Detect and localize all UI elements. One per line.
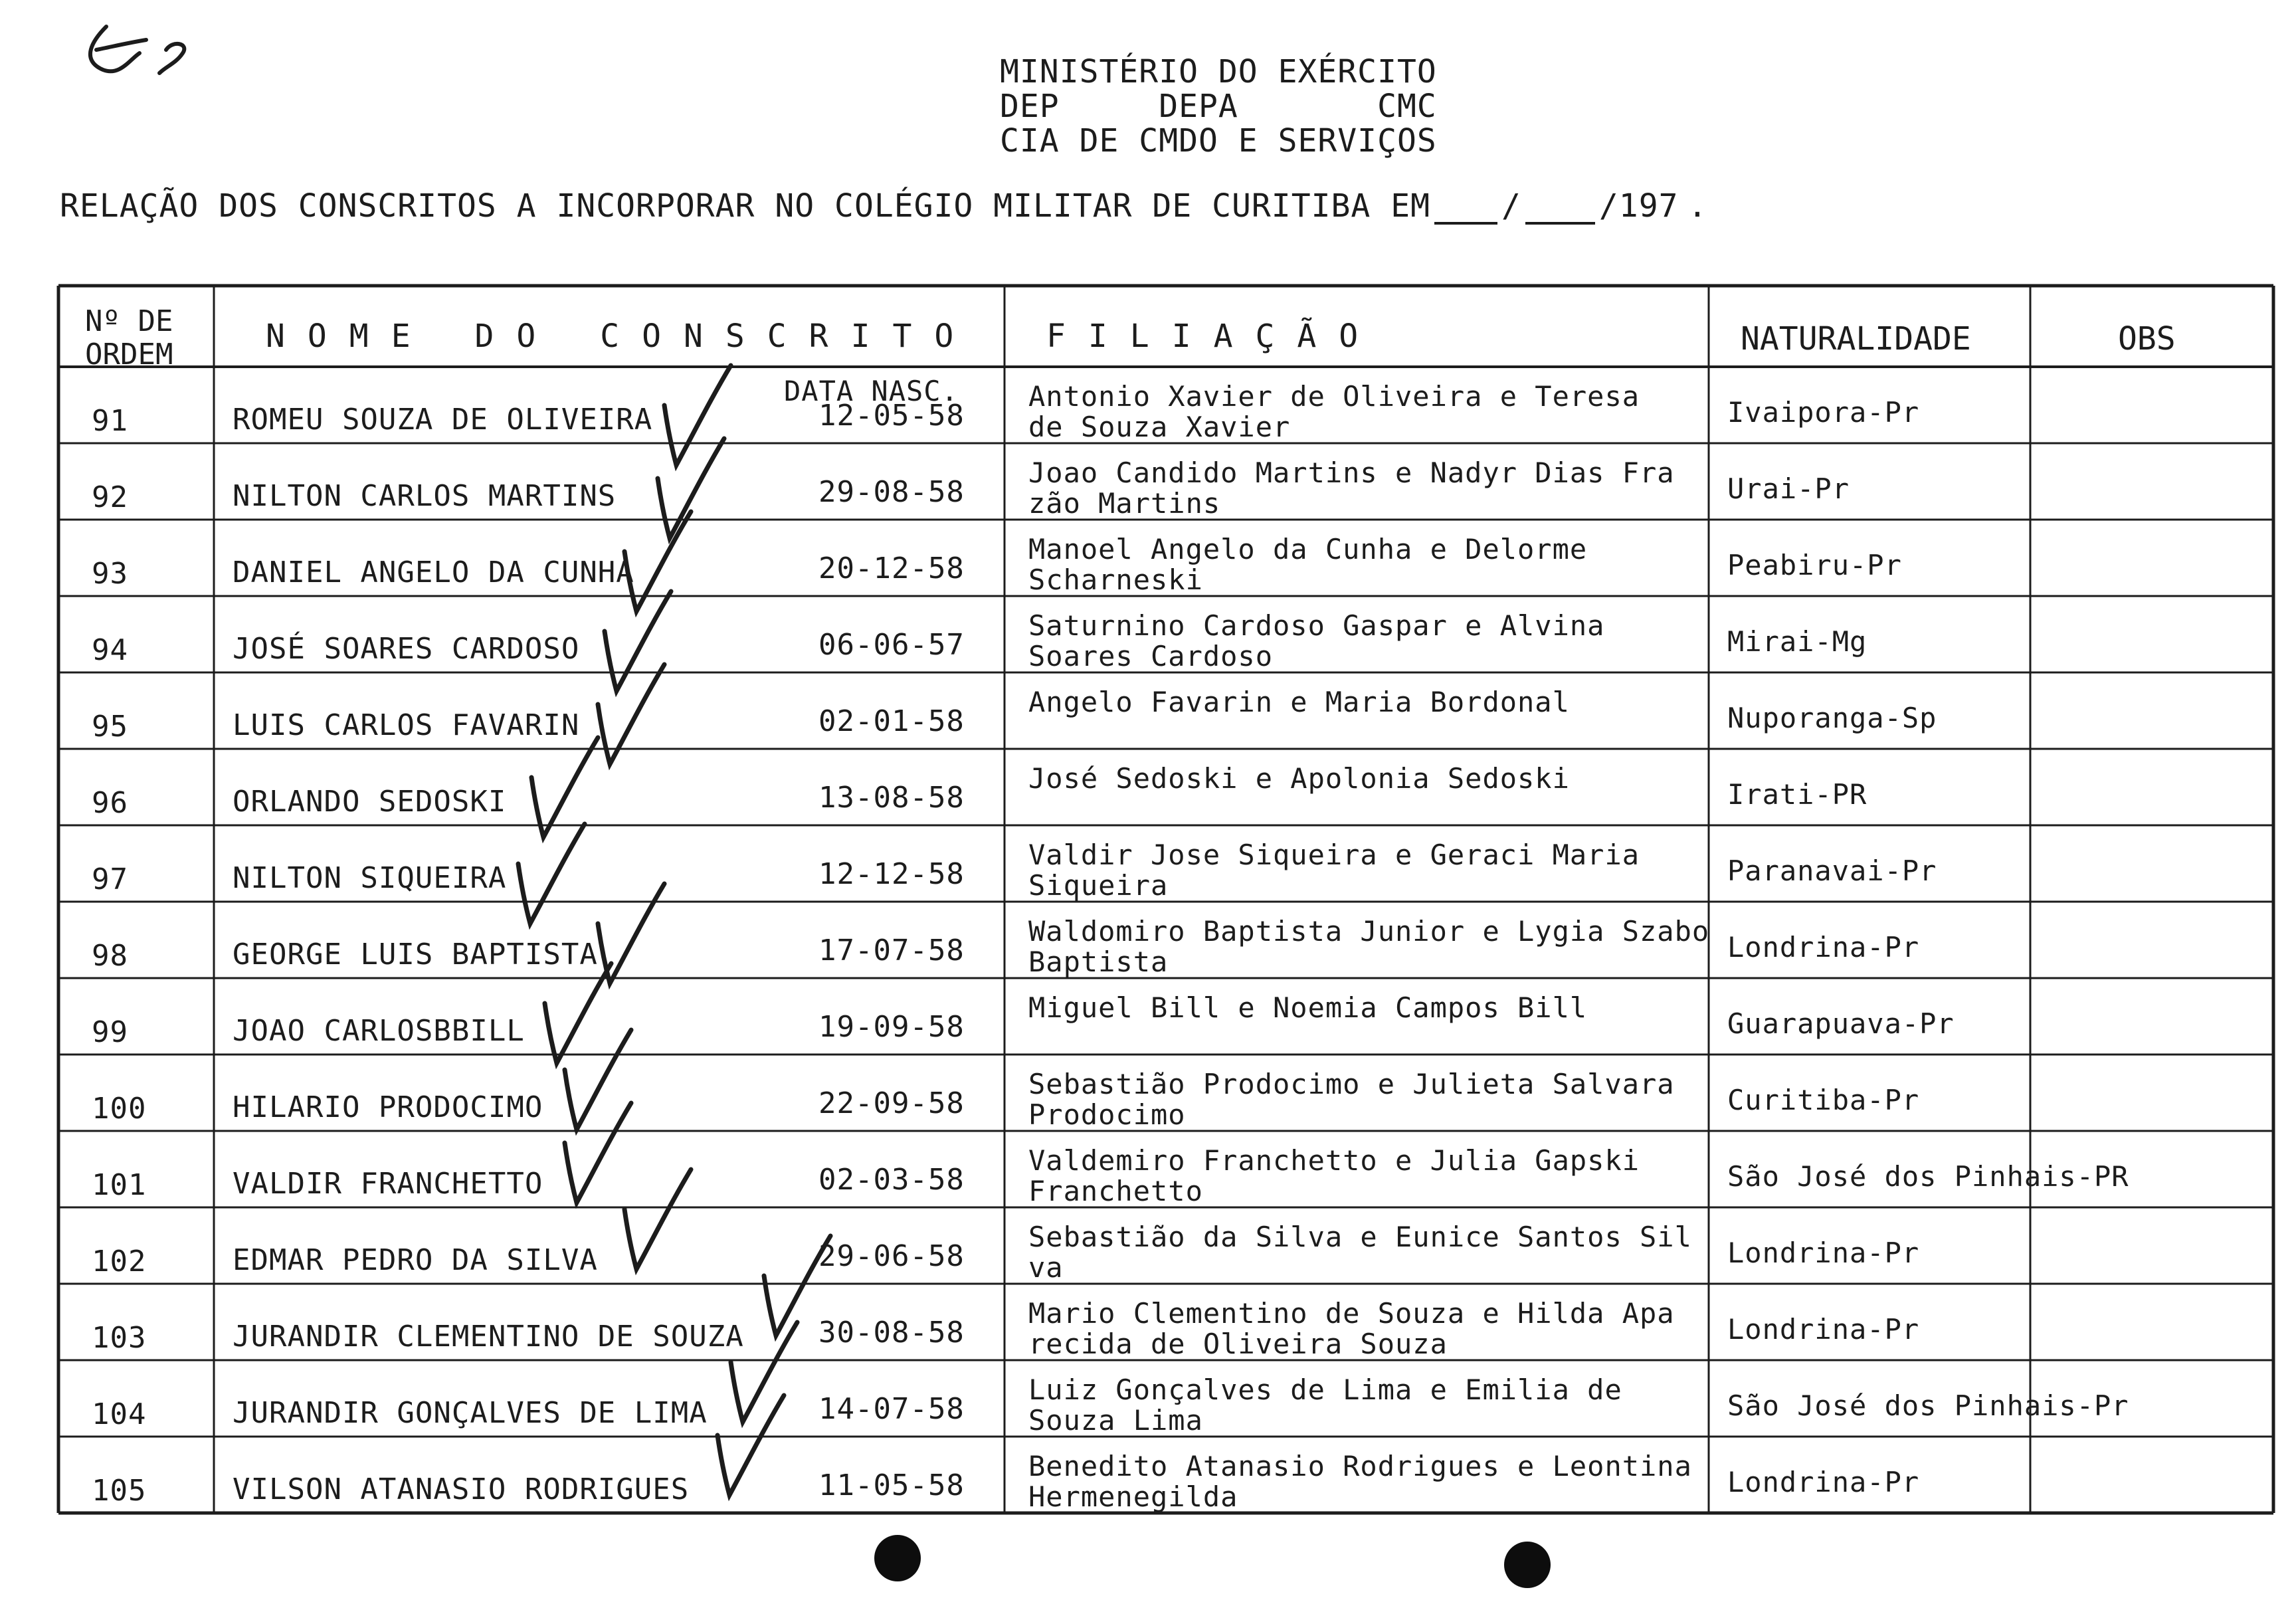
filiation-line1: Benedito Atanasio Rodrigues e Leontina xyxy=(1028,1450,1692,1482)
row-number: 98 xyxy=(92,939,128,973)
col-naturalidade: NATURALIDADE xyxy=(1741,320,1971,357)
filiation-line1: Joao Candido Martins e Nadyr Dias Fra xyxy=(1028,456,1675,489)
check-mark xyxy=(545,963,611,1063)
conscript-name: NILTON SIQUEIRA xyxy=(233,861,507,895)
punch-hole-left xyxy=(874,1535,921,1581)
row-number: 93 xyxy=(92,557,128,591)
row-number: 91 xyxy=(92,404,128,438)
title-text: RELAÇÃO DOS CONSCRITOS A INCORPORAR NO COLÉGIO MILITAR DE CURITIBA EM xyxy=(60,187,1430,225)
col-filiacao: FILIAÇÃO xyxy=(1046,318,1381,355)
birth-date: 29-06-58 xyxy=(818,1239,965,1273)
naturalidade: Ivaipora-Pr xyxy=(1727,396,1920,429)
check-mark xyxy=(598,664,664,764)
naturalidade: Mirai-Mg xyxy=(1727,625,1867,658)
header-ministry: MINISTÉRIO DO EXÉRCITO xyxy=(1000,53,1437,90)
filiation-line1: Waldomiro Baptista Junior e Lygia Szabo xyxy=(1028,915,1710,948)
filiation-line2: Baptista xyxy=(1028,946,1169,978)
filiation-line1: José Sedoski e Apolonia Sedoski xyxy=(1028,762,1570,795)
check-mark xyxy=(731,1322,797,1422)
birth-date: 29-08-58 xyxy=(818,475,965,509)
row-number: 102 xyxy=(92,1245,147,1278)
row-number: 94 xyxy=(92,633,128,667)
conscript-name: GEORGE LUIS BAPTISTA xyxy=(233,938,598,971)
birth-date: 12-12-58 xyxy=(818,857,965,891)
birth-date: 02-03-58 xyxy=(818,1163,965,1197)
row-number: 104 xyxy=(92,1397,147,1431)
birth-date: 02-01-58 xyxy=(818,704,965,738)
conscript-name: JOAO CARLOSBBILL xyxy=(233,1014,525,1048)
conscript-name: ORLANDO SEDOSKI xyxy=(233,785,507,819)
row-number: 101 xyxy=(92,1168,147,1202)
filiation-line2: Siqueira xyxy=(1028,869,1169,902)
naturalidade: Londrina-Pr xyxy=(1727,931,1920,963)
birth-date: 06-06-57 xyxy=(818,628,965,662)
header-company: CIA DE CMDO E SERVIÇOS xyxy=(1000,122,1437,159)
row-number: 105 xyxy=(92,1474,147,1508)
col-nome: NOME DO CONSCRITO xyxy=(266,318,977,355)
row-number: 96 xyxy=(92,786,128,820)
filiation-line2: Franchetto xyxy=(1028,1175,1203,1207)
conscript-name: NILTON CARLOS MARTINS xyxy=(233,479,617,513)
naturalidade: Londrina-Pr xyxy=(1727,1237,1920,1269)
filiation-line2: Hermenegilda xyxy=(1028,1480,1238,1513)
col-obs: OBS xyxy=(2118,320,2176,357)
filiation-line1: Antonio Xavier de Oliveira e Teresa xyxy=(1028,380,1640,413)
conscript-name: HILARIO PRODOCIMO xyxy=(233,1090,543,1124)
birth-date: 17-07-58 xyxy=(818,934,965,967)
birth-date: 20-12-58 xyxy=(818,552,965,585)
conscript-name: JOSÉ SOARES CARDOSO xyxy=(233,632,580,666)
filiation-line2: Prodocimo xyxy=(1028,1098,1186,1131)
check-mark xyxy=(664,365,731,465)
filiation-line2: Scharneski xyxy=(1028,563,1203,596)
naturalidade: Paranavai-Pr xyxy=(1727,855,1937,887)
birth-date: 22-09-58 xyxy=(818,1086,965,1120)
filiation-line1: Valdir Jose Siqueira e Geraci Maria xyxy=(1028,839,1640,871)
check-mark xyxy=(531,738,598,837)
row-number: 92 xyxy=(92,480,128,514)
filiation-line1: Sebastião Prodocimo e Julieta Salvara xyxy=(1028,1068,1675,1100)
col-ordem-line2: ORDEM xyxy=(85,338,173,371)
check-mark xyxy=(624,1169,691,1269)
naturalidade: Irati-PR xyxy=(1727,778,1867,811)
filiation-line2: de Souza Xavier xyxy=(1028,411,1291,443)
conscript-name: EDMAR PEDRO DA SILVA xyxy=(233,1243,598,1277)
filiation-line2: va xyxy=(1028,1251,1064,1284)
header-departments: DEP DEPA CMC xyxy=(1000,88,1437,125)
filiation-line1: Saturnino Cardoso Gaspar e Alvina xyxy=(1028,609,1605,642)
conscript-name: JURANDIR GONÇALVES DE LIMA xyxy=(233,1396,708,1430)
filiation-line2: recida de Oliveira Souza xyxy=(1028,1328,1448,1360)
row-number: 103 xyxy=(92,1321,147,1355)
filiation-line2: Soares Cardoso xyxy=(1028,640,1274,672)
naturalidade: Londrina-Pr xyxy=(1727,1466,1920,1498)
naturalidade: Curitiba-Pr xyxy=(1727,1084,1920,1116)
filiation-line1: Sebastião da Silva e Eunice Santos Sil xyxy=(1028,1221,1692,1253)
naturalidade: Peabiru-Pr xyxy=(1727,549,1902,581)
conscript-name: JURANDIR CLEMENTINO DE SOUZA xyxy=(233,1320,744,1354)
birth-date: 14-07-58 xyxy=(818,1392,965,1426)
conscript-name: DANIEL ANGELO DA CUNHA xyxy=(233,555,634,589)
filiation-line1: Luiz Gonçalves de Lima e Emilia de xyxy=(1028,1373,1622,1406)
filiation-line1: Mario Clementino de Souza e Hilda Apa xyxy=(1028,1297,1675,1330)
birth-date: 19-09-58 xyxy=(818,1010,965,1044)
filiation-line1: Miguel Bill e Noemia Campos Bill xyxy=(1028,991,1588,1024)
conscript-name: LUIS CARLOS FAVARIN xyxy=(233,708,580,742)
row-number: 97 xyxy=(92,862,128,896)
title-end: . xyxy=(1687,187,1708,225)
birth-date: 30-08-58 xyxy=(818,1316,965,1350)
filiation-line1: Angelo Favarin e Maria Bordonal xyxy=(1028,686,1570,718)
conscript-name: ROMEU SOUZA DE OLIVEIRA xyxy=(233,403,653,437)
naturalidade: São José dos Pinhais-PR xyxy=(1727,1160,2129,1193)
naturalidade: Guarapuava-Pr xyxy=(1727,1007,1955,1040)
title-sep2: /197 xyxy=(1598,187,1679,225)
conscript-name: VALDIR FRANCHETTO xyxy=(233,1167,543,1201)
birth-date: 13-08-58 xyxy=(818,781,965,815)
title-sep1: / xyxy=(1501,187,1521,225)
row-number: 95 xyxy=(92,710,128,744)
check-mark xyxy=(658,439,724,538)
filiation-line1: Valdemiro Franchetto e Julia Gapski xyxy=(1028,1144,1640,1177)
col-ordem-line1: Nº DE xyxy=(85,304,173,338)
birth-date: 12-05-58 xyxy=(818,399,965,433)
row-number: 100 xyxy=(92,1092,147,1126)
naturalidade: Nuporanga-Sp xyxy=(1727,702,1937,734)
filiation-line1: Manoel Angelo da Cunha e Delorme xyxy=(1028,533,1588,565)
filiation-line2: zão Martins xyxy=(1028,487,1221,520)
naturalidade: Londrina-Pr xyxy=(1727,1313,1920,1346)
punch-hole-right xyxy=(1504,1542,1551,1588)
col-data-nasc: DATA NASC. xyxy=(784,375,959,407)
row-number: 99 xyxy=(92,1015,128,1049)
check-mark xyxy=(624,512,691,611)
birth-date: 11-05-58 xyxy=(818,1468,965,1502)
conscript-name: VILSON ATANASIO RODRIGUES xyxy=(233,1472,690,1506)
check-mark xyxy=(518,824,585,924)
filiation-line2: Souza Lima xyxy=(1028,1404,1203,1437)
check-mark xyxy=(565,1030,631,1130)
naturalidade: Urai-Pr xyxy=(1727,472,1850,505)
naturalidade: São José dos Pinhais-Pr xyxy=(1727,1389,2129,1422)
